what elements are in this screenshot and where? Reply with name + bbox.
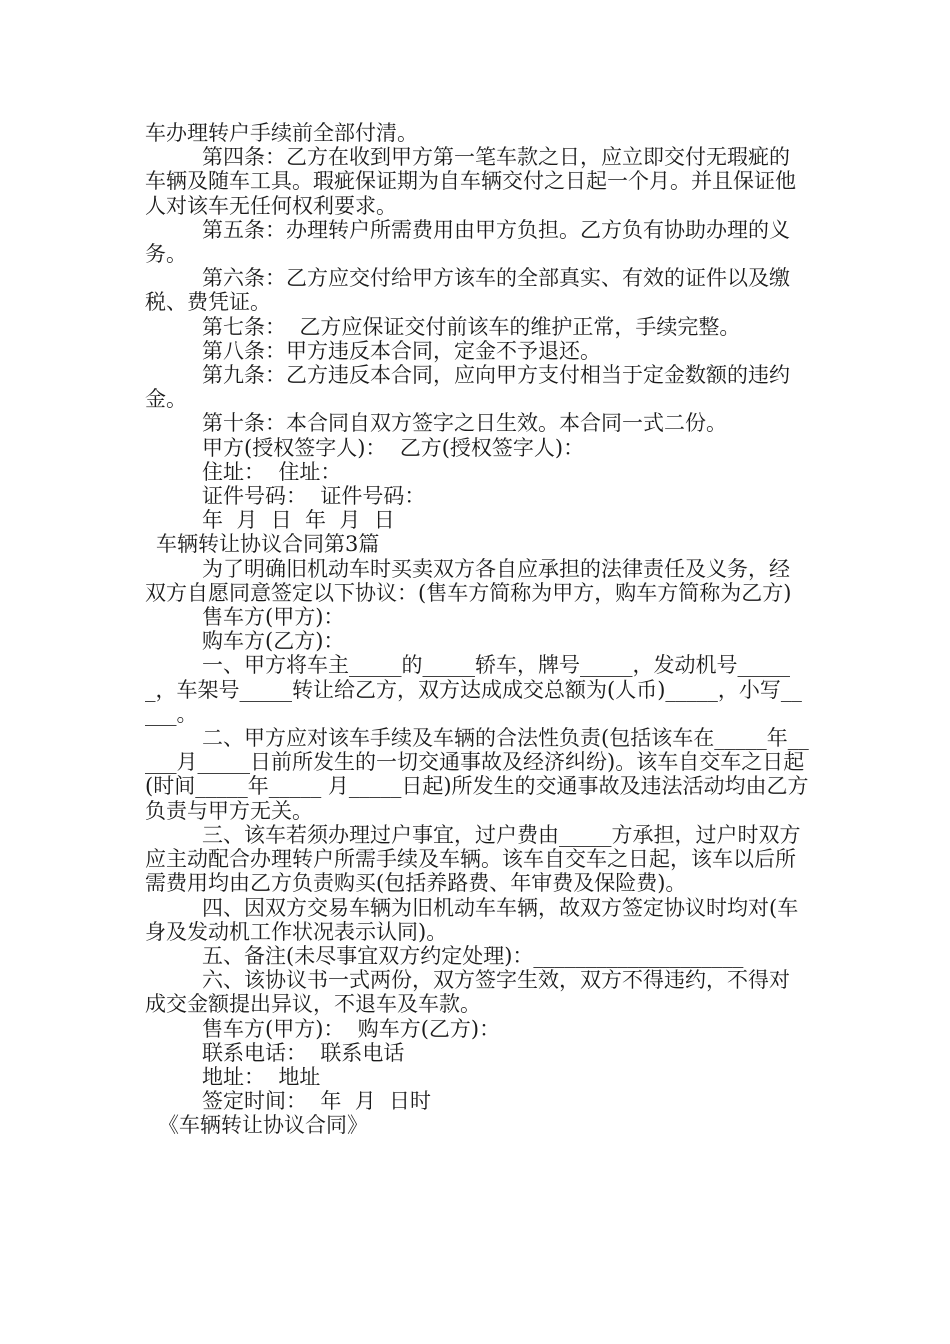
section-title: 车辆转让协议合同第3篇 [156,532,380,557]
preamble: 为了明确旧机动车时买卖双方各自应承担的法律责任及义务，经双方自愿同意签定以下协议：(售车方简称为甲方，购车方简称为乙方) [145,556,792,605]
signing-time-line: 签定时间： 年 月 日时 [202,1089,432,1114]
article-10: 第十条：本合同自双方签字之日生效。本合同一式二份。 [202,411,727,436]
date-line: 年 月 日 年 月 日 [202,508,395,533]
clause-6: 六、该协议书一式两份，双方签字生效，双方不得违约，不得对成交金额提出异议，不退车及车款。 [145,968,790,1017]
article-9: 第九条：乙方违反本合同，应向甲方支付相当于定金数额的违约金。 [145,363,790,412]
clause-1: 一、甲方将车主_____的_____轿车，牌号_____，发动机号______，车架号_____转让给乙方，双方达成成交总额为(人币)_____，小写_____。 [145,653,802,726]
buyer-line: 购车方(乙方)： [202,629,345,654]
id-number-line: 证件号码： 证件号码： [202,484,426,509]
article-4: 第四条：乙方在收到甲方第一笔车款之日，应立即交付无瑕疵的车辆及随车工具。瑕疵保证期为自车辆交付之日起一个月。并且保证他人对该车无任何权利要求。 [145,145,796,218]
address-line: 住址： 住址： [202,459,342,484]
address-line-2: 地址： 地址 [202,1064,321,1089]
phone-line: 联系电话： 联系电话 [202,1040,405,1065]
article-7: 第七条： 乙方应保证交付前该车的维护正常，手续完整。 [202,314,741,339]
clause-2: 二、甲方应对该车手续及车辆的合法性负责(包括该车在_____年_____月_____日前所发生的一切交通事故及经济纠纷)。该车自交车之日起(时间_____年_____ 月_____日起)所发生的交通事故及违法活动均由乙方负责与甲方无关。 [145,726,809,823]
article-5: 第五条：办理转户所需费用由甲方负担。乙方负有协助办理的义务。 [145,217,790,267]
party-signature-line: 售车方(甲方)： 购车方(乙方)： [202,1016,501,1041]
clause-4: 四、因双方交易车辆为旧机动车车辆，故双方签定协议时均对(车身及发动机工作状况表示认同)。 [145,895,799,944]
signatory-line: 甲方(授权签字人)： 乙方(授权签字人)： [202,435,585,460]
seller-line: 售车方(甲方)： [202,605,345,630]
clause-3: 三、该车若须办理过户事宜，过户费由_____方承担，过户时双方应主动配合办理转户所需手续及车辆。该车自交车之日起，该车以后所需费用均由乙方负责购买(包括养路费、年审费及保险费)。 [145,822,801,896]
document-body [145,121,810,1138]
paragraph-continuation: 车办理转户手续前全部付清。 [145,121,418,145]
article-8: 第八条：甲方违反本合同，定金不予退还。 [202,338,601,363]
document-footer-title: 《车辆转让协议合同》 [158,1113,368,1138]
clause-5: 五、备注(未尽事宜双方约定处理)：____________________ [202,943,744,968]
article-6: 第六条：乙方应交付给甲方该车的全部真实、有效的证件以及缴税、费凭证。 [145,266,790,315]
